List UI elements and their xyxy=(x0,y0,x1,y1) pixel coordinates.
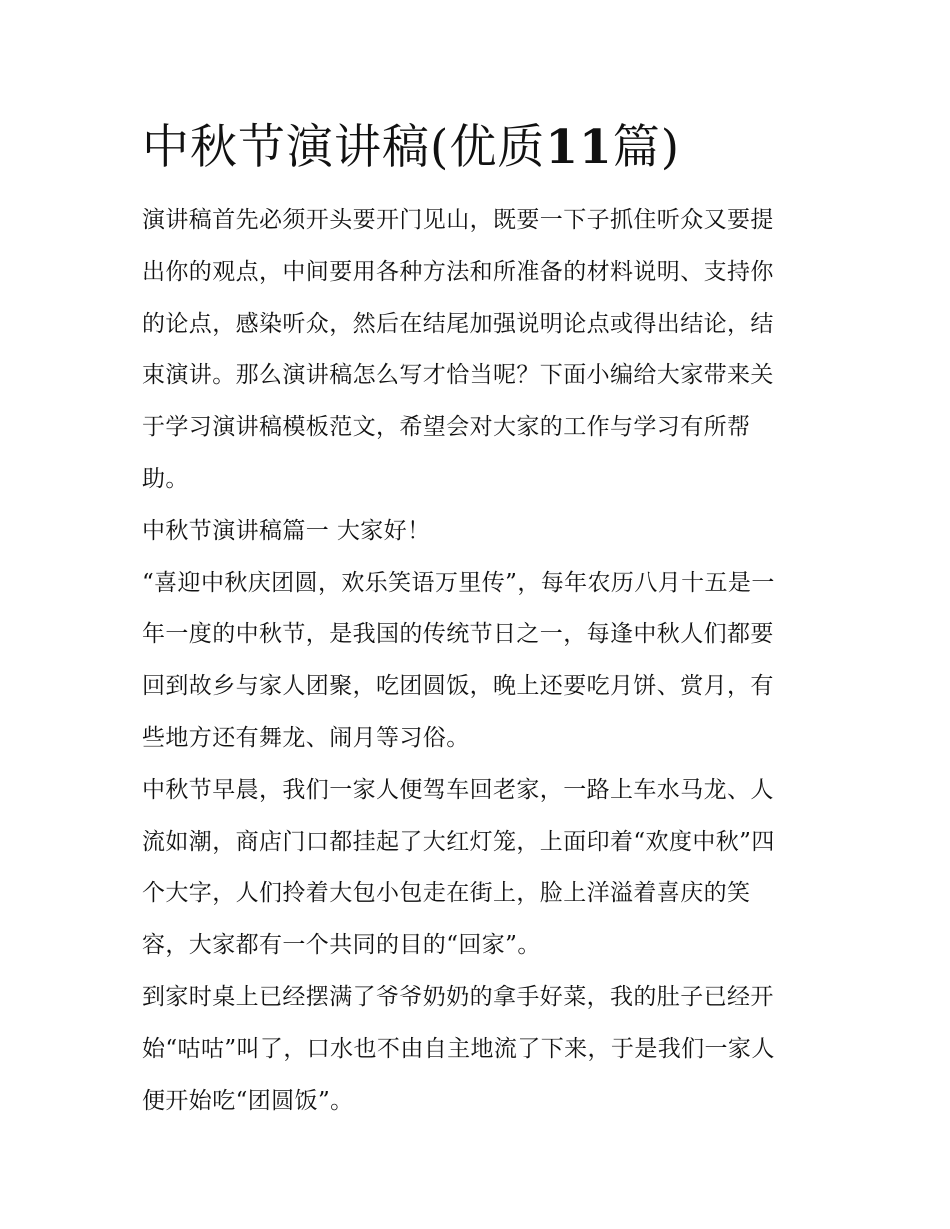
text-line: 助。 xyxy=(142,465,189,492)
text-line: 演讲稿首先必须开头要开门见山，既要一下子抓住听众又要提 xyxy=(142,207,774,233)
text-line: 些地方还有舞龙、闹月等习俗。 xyxy=(142,724,470,751)
text-line: 束演讲。那么演讲稿怎么写才恰当呢？下面小编给大家带来关 xyxy=(142,362,774,389)
section-heading: 中秋节演讲稿篇一 大家好！ xyxy=(142,517,431,544)
title-suffix: 篇) xyxy=(612,120,681,175)
text-line: “喜迎中秋庆团圆，欢乐笑语万里传”，每年农历八月十五是一 xyxy=(142,569,775,596)
title-prefix: 中秋节演讲稿(优质 xyxy=(142,120,546,175)
text-line: 个大字，人们拎着大包小包走在街上，脸上洋溢着喜庆的笑 xyxy=(142,880,751,907)
page-title xyxy=(142,113,680,183)
text-line: 的论点，感染听众，然后在结尾加强说明论点或得出结论，结 xyxy=(142,310,774,337)
text-line: 到家时桌上已经摆满了爷爷奶奶的拿手好菜，我的肚子已经开 xyxy=(142,983,774,1010)
text-line: 于学习演讲稿模板范文，希望会对大家的工作与学习有所帮 xyxy=(142,414,751,441)
document-body xyxy=(142,195,814,1127)
text-line: 回到故乡与家人团聚，吃团圆饭，晚上还要吃月饼、赏月，有 xyxy=(142,673,774,700)
text-line: 流如潮，商店门口都挂起了大红灯笼，上面印着“欢度中秋”四 xyxy=(142,828,775,855)
text-line: 始“咕咕”叫了，口水也不由自主地流了下来，于是我们一家人 xyxy=(142,1035,775,1062)
title-number: 11 xyxy=(545,120,613,175)
text-line: 容，大家都有一个共同的目的“回家”。 xyxy=(142,932,541,959)
text-line: 便开始吃“团圆饭”。 xyxy=(142,1087,354,1114)
text-line: 年一度的中秋节，是我国的传统节日之一，每逢中秋人们都要 xyxy=(142,621,774,648)
text-line: 中秋节早晨，我们一家人便驾车回老家，一路上车水马龙、人 xyxy=(142,776,774,803)
text-line: 出你的观点，中间要用各种方法和所准备的材料说明、支持你 xyxy=(142,258,774,285)
